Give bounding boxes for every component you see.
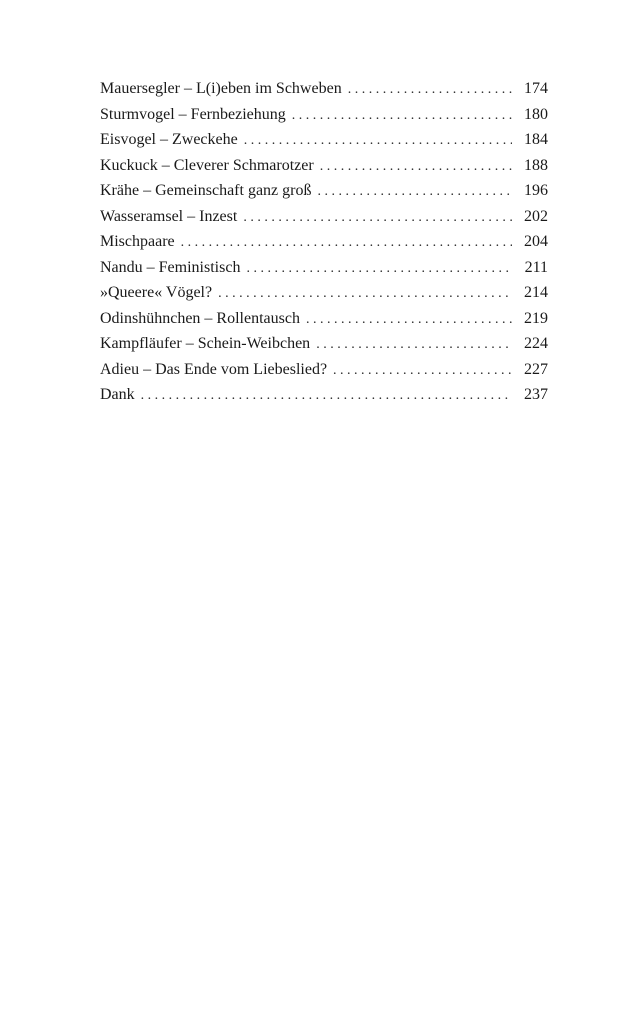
toc-entry-title: Wasseramsel – Inzest xyxy=(100,207,238,225)
toc-entry xyxy=(100,102,548,128)
toc-entry-page: 204 xyxy=(524,233,548,250)
toc-entry-title: Mauersegler – L(i)eben im Schweben xyxy=(100,80,342,97)
toc-entry-page: 227 xyxy=(524,360,548,378)
toc-entry xyxy=(100,127,548,153)
toc-entry xyxy=(100,306,548,332)
toc-entry xyxy=(100,357,548,383)
toc-leader-dots xyxy=(246,256,512,282)
toc-entry-page: 237 xyxy=(524,386,548,403)
toc-leader-dots xyxy=(317,179,512,205)
toc-entry-page: 180 xyxy=(524,105,548,123)
toc-entry-page: 188 xyxy=(524,156,548,174)
toc-leader-dots xyxy=(316,332,512,358)
toc-entry xyxy=(100,255,548,281)
toc-entry-title: Dank xyxy=(100,386,135,403)
toc-entry xyxy=(100,280,548,306)
toc-leader-dots xyxy=(306,307,512,333)
toc-entry xyxy=(100,204,548,230)
toc-entry xyxy=(100,76,548,102)
toc-entry-title: Sturmvogel – Fernbeziehung xyxy=(100,105,286,123)
toc-leader-dots xyxy=(243,205,512,231)
toc-entry-page: 224 xyxy=(524,335,548,352)
toc-leader-dots xyxy=(292,103,512,129)
toc-entry-page: 196 xyxy=(524,182,548,199)
toc-leader-dots xyxy=(320,154,512,180)
toc-entry-page: 184 xyxy=(524,131,548,148)
toc-entry xyxy=(100,331,548,357)
toc-entry-title: »Queere« Vögel? xyxy=(100,284,213,301)
toc-entry xyxy=(100,229,548,255)
toc-entry xyxy=(100,178,548,204)
toc-entry-title: Mischpaare xyxy=(100,233,175,250)
toc-entry-title: Krähe – Gemeinschaft ganz groß xyxy=(100,182,312,199)
toc-entry-page: 174 xyxy=(524,80,548,97)
toc-entry-title: Eisvogel – Zweckehe xyxy=(100,131,238,148)
toc-leader-dots xyxy=(333,358,512,384)
toc-leader-dots xyxy=(348,77,512,103)
toc-entry xyxy=(100,153,548,179)
toc-leader-dots xyxy=(218,281,512,307)
toc-entry-title: Kuckuck – Cleverer Schmarotzer xyxy=(100,156,314,174)
toc-entry-page: 202 xyxy=(524,207,548,225)
toc-entry-page: 219 xyxy=(524,309,548,327)
toc-entry xyxy=(100,382,548,408)
toc-entry-page: 211 xyxy=(524,258,548,276)
toc-entry-title: Nandu – Feministisch xyxy=(100,258,241,276)
table-of-contents xyxy=(100,76,548,408)
toc-leader-dots xyxy=(244,128,512,154)
toc-entry-title: Kampfläufer – Schein-Weibchen xyxy=(100,335,311,352)
toc-leader-dots xyxy=(181,230,512,256)
toc-entry-title: Adieu – Das Ende vom Liebeslied? xyxy=(100,360,328,378)
toc-entry-title: Odinshühnchen – Rollentausch xyxy=(100,309,300,327)
toc-entry-page: 214 xyxy=(524,284,548,301)
toc-leader-dots xyxy=(141,383,512,409)
